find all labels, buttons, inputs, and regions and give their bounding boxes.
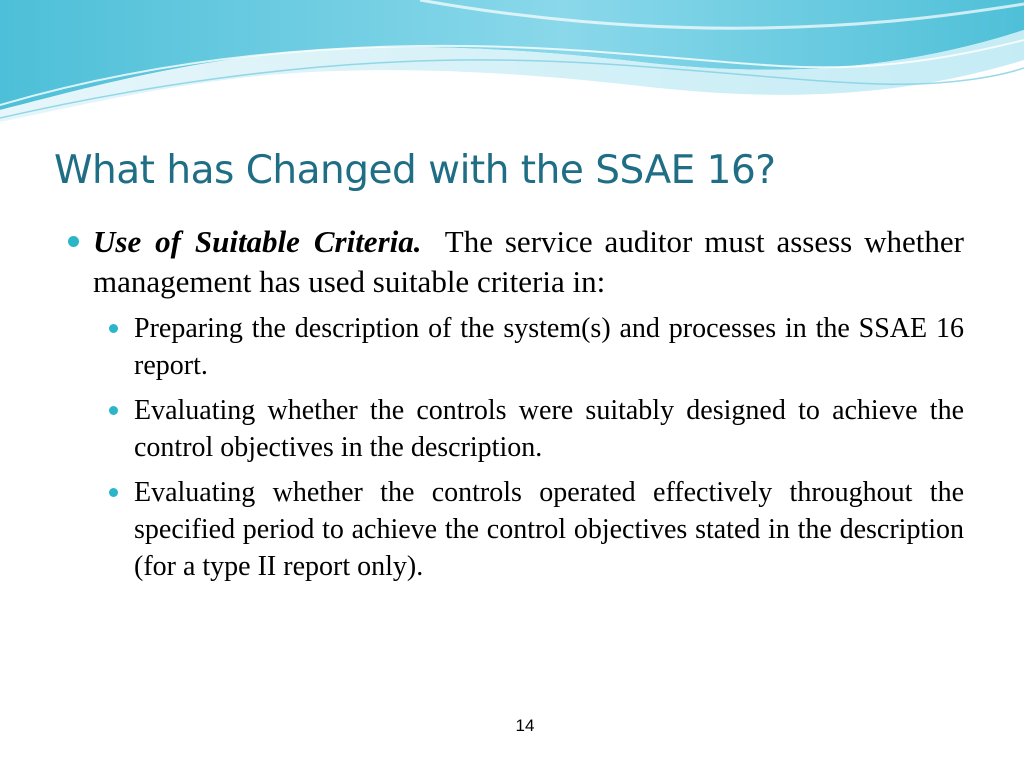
decorative-wave-banner <box>0 0 1024 130</box>
sub-bullet-text: Evaluating whether the controls operated effectively throughout the specified period to achieve the control objectives stated in the description (for a type II report only). <box>134 477 964 582</box>
sub-bullet-item <box>134 310 964 384</box>
sub-bullet-text: Evaluating whether the controls were suitably designed to achieve the control objectives in the description. <box>134 395 964 463</box>
bullet-text: The service auditor must assess whether management has used suitable criteria in: <box>93 224 964 299</box>
sub-bullet-list <box>64 310 964 585</box>
sub-bullet-text: Preparing the description of the system(s) and processes in the SSAE 16 report. <box>134 313 964 381</box>
sub-bullet-dot-icon <box>109 324 118 333</box>
sub-bullet-item <box>134 474 964 585</box>
slide-title: What has Changed with the SSAE 16? <box>54 148 776 193</box>
slide-body <box>64 222 964 593</box>
sub-bullet-dot-icon <box>109 406 118 415</box>
bullet-lead: Use of Suitable Criteria. <box>93 224 422 259</box>
page-number: 14 <box>515 716 535 735</box>
bullet-dot-icon <box>68 236 79 247</box>
bullet-suitable-criteria <box>64 222 964 302</box>
sub-bullet-item <box>134 392 964 466</box>
sub-bullet-dot-icon <box>109 488 118 497</box>
